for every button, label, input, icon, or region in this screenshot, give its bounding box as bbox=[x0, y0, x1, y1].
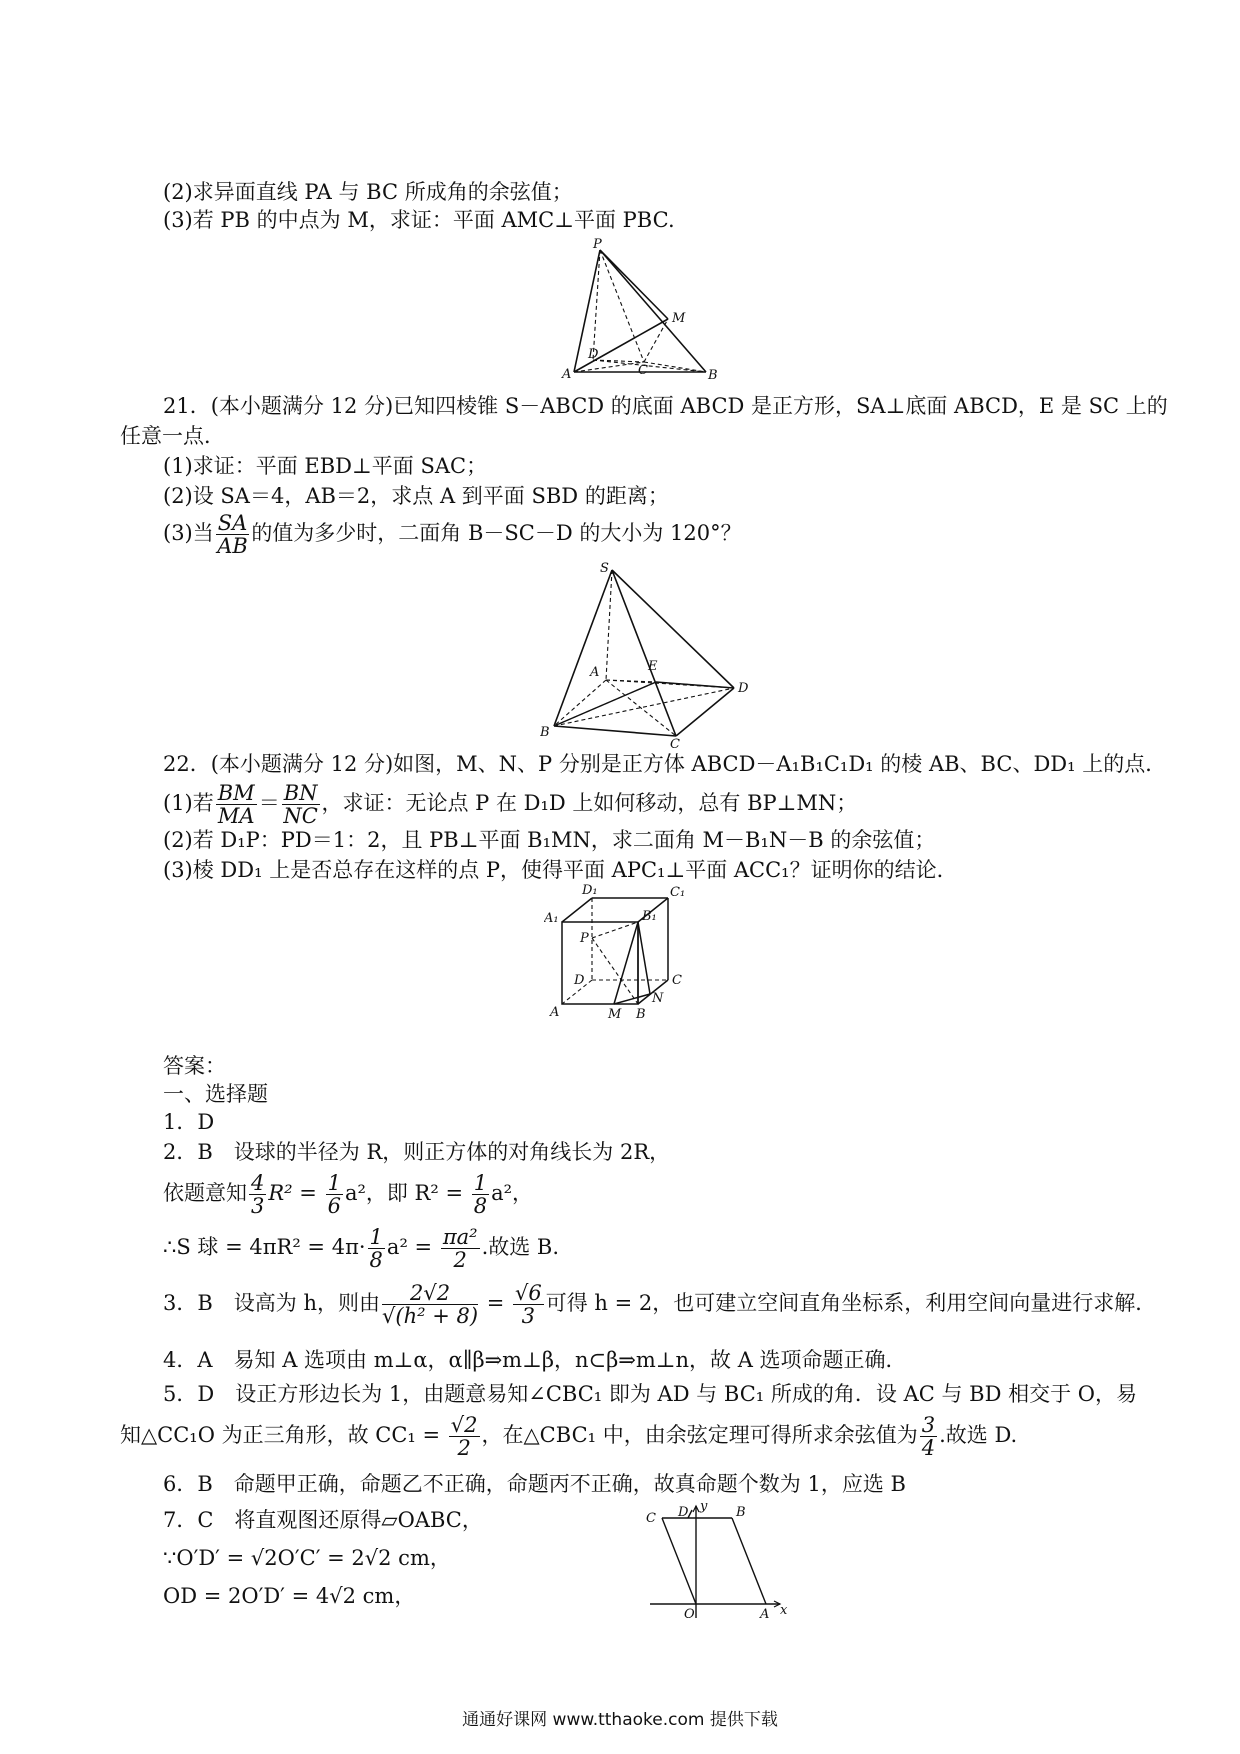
q20-label-a: A bbox=[562, 367, 572, 382]
fig7-label-o: O bbox=[684, 1607, 695, 1620]
answer-2-line1: 2．B 设球的半径为 R，则正方体的对角线长为 2R， bbox=[163, 1140, 671, 1164]
fig7-label-c: C bbox=[646, 1511, 656, 1526]
a5-f2-den: 4 bbox=[921, 1436, 936, 1460]
a3-frac-1 bbox=[382, 1282, 478, 1327]
a5-f1-den: 2 bbox=[457, 1436, 471, 1460]
q20-label-d: D bbox=[588, 347, 599, 362]
q21-figure-pyramid bbox=[540, 558, 760, 752]
a2-f5-den: 2 bbox=[453, 1248, 467, 1272]
q20-label-b: B bbox=[708, 368, 718, 383]
q20-part3: (3)若 PB 的中点为 M，求证：平面 AMC⊥平面 PBC. bbox=[163, 208, 675, 232]
q22-figure-cube bbox=[544, 880, 694, 1024]
a2-f5-num: πa² bbox=[442, 1225, 478, 1249]
a5-f2-num: 3 bbox=[921, 1413, 936, 1437]
q22-label-c1: C₁ bbox=[670, 885, 686, 900]
q21-part3-post: 的值为多少时，二面角 B－SC－D 的大小为 120°？ bbox=[251, 521, 742, 545]
q21-frac-num: SA bbox=[217, 511, 248, 535]
a5-f1-num: √2 bbox=[450, 1413, 478, 1437]
a2-f1-num: 4 bbox=[251, 1171, 265, 1195]
a3-pre: 3．B 设高为 h，则由 bbox=[163, 1291, 380, 1315]
a2-end: a²， bbox=[491, 1181, 534, 1205]
q22-label-c: C bbox=[672, 973, 682, 988]
a2-l3-end: .故选 B. bbox=[481, 1235, 560, 1259]
q21-label-s: S bbox=[600, 561, 609, 576]
a2-f3-num: 1 bbox=[473, 1171, 488, 1195]
a2-frac-1-8 bbox=[472, 1172, 489, 1217]
a2-f1-den: 3 bbox=[251, 1194, 265, 1218]
a2-l3-pre: ∴S 球 = 4πR² = 4π· bbox=[163, 1235, 366, 1259]
answer-2-line3 bbox=[163, 1226, 559, 1271]
a2-frac-1-6 bbox=[326, 1172, 343, 1217]
a5-pre: 知△CC₁O 为正三角形，故 CC₁ = bbox=[120, 1423, 447, 1447]
q21-label-e: E bbox=[648, 659, 658, 674]
a3-f2-num: √6 bbox=[514, 1281, 542, 1305]
q22-label-a: A bbox=[550, 1005, 560, 1020]
fig7-label-y: y bbox=[700, 1500, 708, 1514]
page-footer: 通通好课网 www.tthaoke.com 提供下载 bbox=[462, 1710, 778, 1730]
q20-part2: (2)求异面直线 PA 与 BC 所成角的余弦值； bbox=[163, 180, 573, 204]
q22-label-m: M bbox=[608, 1007, 622, 1020]
answer-7-figure-parallelogram bbox=[640, 1500, 790, 1624]
a5-frac-sqrt2-2 bbox=[449, 1414, 480, 1459]
a3-post: 可得 h = 2，也可建立空间直角坐标系，利用空间向量进行求解． bbox=[545, 1291, 1157, 1315]
answer-5-line1: 5．D 设正方形边长为 1，由题意易知∠CBC₁ 即为 AD 与 BC₁ 所成的角．设 AC 与 BD 相交于 O，易 bbox=[163, 1382, 1137, 1406]
a3-frac-2 bbox=[513, 1282, 544, 1327]
q21-fraction-sa-ab bbox=[216, 512, 250, 557]
fig7-label-a: A bbox=[760, 1607, 770, 1620]
q21-label-c: C bbox=[670, 737, 680, 748]
answer-7-line1: 7．C 将直观图还原得▱OABC， bbox=[163, 1508, 483, 1532]
q21-label-b: B bbox=[540, 725, 550, 740]
q22-line1: 22．(本小题满分 12 分)如图，M、N、P 分别是正方体 ABCD－A₁B₁C₁D₁ 的棱 AB、BC、DD₁ 上的点． bbox=[163, 752, 1167, 776]
q22-f1-num: BM bbox=[217, 781, 255, 805]
a2-pre: 依题意知 bbox=[163, 1181, 247, 1205]
a3-f1-den: √(h² + 8) bbox=[382, 1304, 479, 1328]
q22-label-d1: D₁ bbox=[582, 883, 598, 898]
q20-label-c: C bbox=[638, 363, 648, 378]
answer-1: 1．D bbox=[163, 1110, 215, 1134]
a2-mid2: a²，即 R² = bbox=[344, 1181, 470, 1205]
a2-f2-den: 6 bbox=[327, 1194, 341, 1218]
q22-label-b1: B₁ bbox=[642, 909, 657, 924]
a2-l3-mid: a² = bbox=[386, 1235, 439, 1259]
q20-label-p: P bbox=[593, 237, 602, 252]
a5-end: .故选 D. bbox=[939, 1423, 1018, 1447]
q21-frac-den: AB bbox=[217, 534, 248, 558]
q21-line2: 任意一点． bbox=[120, 424, 225, 448]
q22-fraction-bm-ma bbox=[216, 782, 257, 827]
a2-f4-num: 1 bbox=[369, 1225, 383, 1249]
answers-section-1: 一、选择题 bbox=[163, 1082, 268, 1106]
q22-f1-den: MA bbox=[217, 804, 255, 828]
a3-f1-num: 2√2 bbox=[382, 1282, 478, 1305]
q22-label-d: D bbox=[574, 973, 585, 988]
q21-part1: (1)求证：平面 EBD⊥平面 SAC； bbox=[163, 454, 488, 478]
answer-7-line2: ∵O′D′ = √2O′C′ = 2√2 cm， bbox=[163, 1546, 451, 1570]
a2-mid: R² = bbox=[268, 1181, 324, 1205]
a2-frac-1-8b bbox=[368, 1226, 385, 1271]
q22-label-p: P bbox=[580, 931, 589, 946]
q22-f2-num: BN bbox=[283, 781, 318, 805]
answer-3 bbox=[163, 1282, 1156, 1327]
q22-part1-pre: (1)若 bbox=[163, 791, 214, 815]
answer-4: 4．A 易知 A 选项由 m⊥α，α∥β⇒m⊥β，n⊂β⇒m⊥n，故 A 选项命题正确． bbox=[163, 1348, 907, 1372]
answer-2-line2 bbox=[163, 1172, 533, 1217]
a2-frac-4-3 bbox=[249, 1172, 266, 1217]
q22-label-b: B bbox=[636, 1007, 646, 1020]
q22-part3: (3)棱 DD₁ 上是否总存在这样的点 P，使得平面 APC₁⊥平面 ACC₁？证明你的结论． bbox=[163, 858, 958, 882]
q22-label-n: N bbox=[652, 991, 664, 1006]
a2-frac-pia2-2 bbox=[441, 1226, 480, 1271]
a2-f3-den: 8 bbox=[473, 1194, 488, 1218]
q22-part1-post: ，求证：无论点 P 在 D₁D 上如何移动，总有 BP⊥MN； bbox=[321, 791, 858, 815]
a2-f2-num: 1 bbox=[327, 1171, 341, 1195]
q21-part2: (2)设 SA＝4，AB＝2，求点 A 到平面 SBD 的距离； bbox=[163, 484, 669, 508]
fig7-label-b: B bbox=[736, 1505, 746, 1520]
q20-figure-tetrahedron bbox=[560, 236, 720, 390]
answer-7-line3: OD = 2O′D′ = 4√2 cm， bbox=[163, 1584, 416, 1608]
q22-label-a1: A₁ bbox=[544, 911, 559, 926]
q21-label-a: A bbox=[590, 665, 600, 680]
fig7-label-x: x bbox=[780, 1603, 788, 1618]
q22-eq: ＝ bbox=[258, 791, 280, 815]
fig7-label-d: D bbox=[678, 1505, 689, 1520]
q22-part2: (2)若 D₁P：PD＝1：2，且 PB⊥平面 B₁MN，求二面角 M－B₁N－B 的余弦值； bbox=[163, 828, 936, 852]
q21-line1: 21．(本小题满分 12 分)已知四棱锥 S－ABCD 的底面 ABCD 是正方形，SA⊥底面 ABCD，E 是 SC 上的 bbox=[163, 394, 1168, 418]
a5-frac-3-4 bbox=[920, 1414, 937, 1459]
a5-mid: ，在△CBC₁ 中，由余弦定理可得所求余弦值为 bbox=[481, 1423, 918, 1447]
a2-f4-den: 8 bbox=[369, 1248, 383, 1272]
q22-fraction-bn-nc bbox=[282, 782, 320, 827]
answer-5-line2 bbox=[120, 1414, 1017, 1459]
answers-heading: 答案： bbox=[163, 1054, 226, 1078]
q22-part1 bbox=[163, 782, 857, 827]
a3-eq: = bbox=[480, 1291, 511, 1315]
a3-f2-den: 3 bbox=[521, 1304, 536, 1328]
q21-label-d: D bbox=[738, 681, 749, 696]
q20-label-m: M bbox=[672, 311, 686, 326]
answer-6: 6．B 命题甲正确，命题乙不正确，命题丙不正确，故真命题个数为 1，应选 B bbox=[163, 1472, 906, 1496]
q21-part3-pre: (3)当 bbox=[163, 521, 214, 545]
q21-part3 bbox=[163, 512, 742, 557]
q22-f2-den: NC bbox=[283, 804, 318, 828]
